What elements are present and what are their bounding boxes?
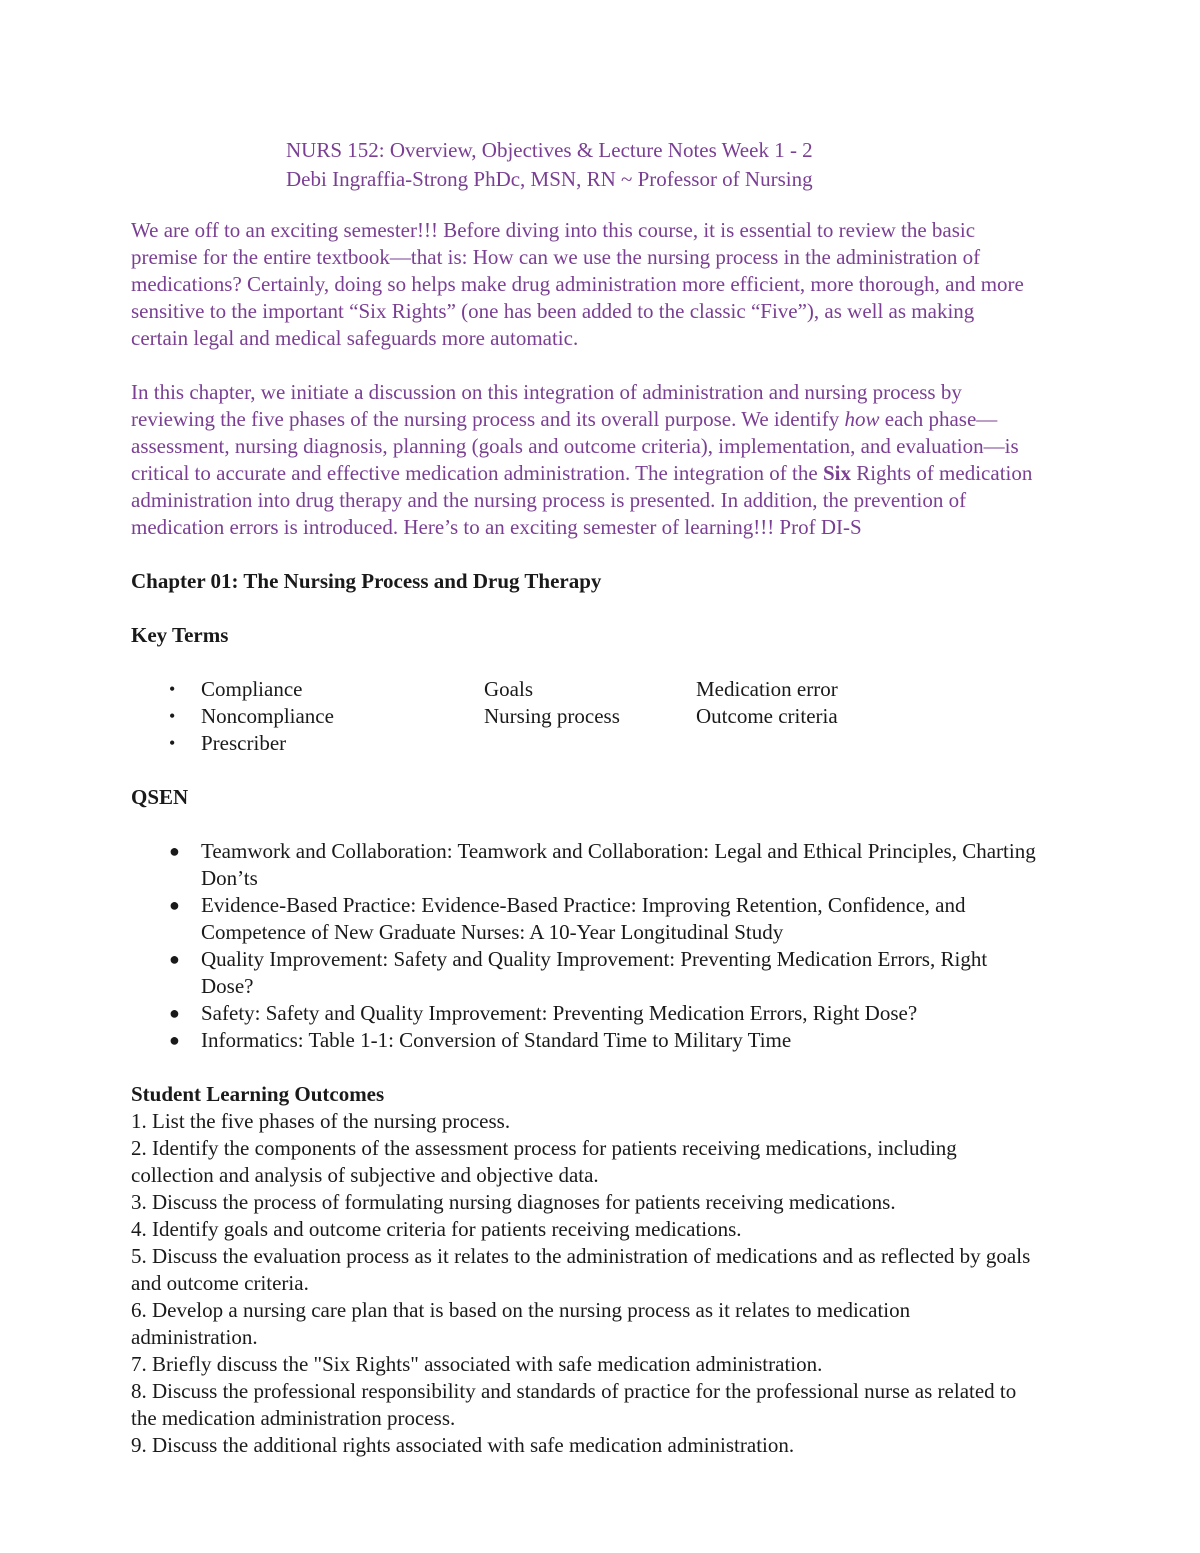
list-item: 3. Discuss the process of formulating nursing diagnoses for patients receiving medications.	[131, 1190, 896, 1214]
qsen-item-text: Quality Improvement: Safety and Quality Improvement: Preventing Medication Errors, Right Dose?	[201, 947, 988, 998]
key-terms-row	[131, 676, 1036, 703]
qsen-item-text: Teamwork and Collaboration: Teamwork and Collaboration: Legal and Ethical Principles, Charting Don’ts	[201, 839, 1036, 890]
bullet-icon: ●	[169, 1030, 180, 1050]
chapter-title: Chapter 01: The Nursing Process and Drug Therapy	[131, 569, 602, 593]
list-item: 6. Develop a nursing care plan that is based on the nursing process as it relates to medication administration.	[131, 1298, 911, 1349]
intro-paragraph-2	[131, 379, 1036, 541]
key-terms-row	[131, 730, 1036, 757]
list-item: 7. Briefly discuss the "Six Rights" associated with safe medication administration.	[131, 1352, 823, 1376]
intro-emphasis: how	[844, 407, 880, 431]
bullet-icon: •	[169, 706, 176, 726]
bullet-icon: ●	[169, 1003, 180, 1023]
qsen-item-text: Informatics: Table 1-1: Conversion of Standard Time to Military Time	[201, 1028, 792, 1052]
qsen-item-text: Safety: Safety and Quality Improvement: Preventing Medication Errors, Right Dose?	[201, 1001, 918, 1025]
list-item: 1. List the five phases of the nursing process.	[131, 1109, 511, 1133]
intro-text: Rights of medication administration into drug therapy and the nursing process is presented. In addition, the prevention of medication errors is introduced. Here’s to an exciting semester of learning!!! Prof DI-S	[131, 461, 1033, 539]
intro-bold: Six	[822, 461, 851, 485]
intro-text: each phase—assessment, nursing diagnosis, planning (goals and outcome criteria), implementation, and evaluation—is critical to accurate and effective medication administration. The integration of the	[131, 407, 1019, 485]
list-item: 5. Discuss the evaluation process as it relates to the administration of medications and as reflected by goals and outcome criteria.	[131, 1244, 1031, 1295]
professor-line: Debi Ingraffia-Strong PhDc, MSN, RN ~ Professor of Nursing	[286, 167, 813, 191]
course-title: NURS 152: Overview, Objectives & Lecture Notes Week 1 - 2	[286, 138, 813, 162]
document-header	[131, 136, 1036, 194]
list-item: 8. Discuss the professional responsibility and standards of practice for the professional nurse as related to the medication administration process.	[131, 1379, 1017, 1430]
bullet-icon: •	[169, 733, 176, 753]
intro-text: In this chapter, we initiate a discussion on this integration of administration and nursing process by reviewing the five phases of the nursing process and its overall purpose. We identify	[131, 380, 962, 431]
key-term: Outcome criteria	[696, 704, 838, 728]
list-item	[131, 838, 1036, 892]
key-term: Goals	[484, 677, 533, 701]
bullet-icon: ●	[169, 949, 180, 969]
list-item: 2. Identify the components of the assessment process for patients receiving medications, including collection and analysis of subjective and objective data.	[131, 1136, 957, 1187]
key-term: Nursing process	[484, 704, 620, 728]
outcomes-heading: Student Learning Outcomes	[131, 1082, 385, 1106]
key-terms-row	[131, 703, 1036, 730]
list-item	[131, 1000, 1036, 1027]
intro-paragraph-1: We are off to an exciting semester!!! Before diving into this course, it is essential to review the basic premise for the entire textbook—that is: How can we use the nursing process in the administration of medications? Certainly, doing so helps make drug administration more efficient, more thorough, and more sensitive to the important “Six Rights” (one has been added to the classic “Five”), as well as making certain legal and medical safeguards more automatic.	[131, 218, 1024, 350]
key-term: Prescriber	[201, 731, 287, 755]
key-terms-heading: Key Terms	[131, 623, 229, 647]
list-item: 4. Identify goals and outcome criteria for patients receiving medications.	[131, 1217, 742, 1241]
qsen-list	[131, 838, 1036, 1054]
list-item	[131, 946, 1036, 1000]
qsen-item-text: Evidence-Based Practice: Evidence-Based Practice: Improving Retention, Confidence, and Competence of New Graduate Nurses: A 10-Year Longitudinal Study	[201, 893, 966, 944]
bullet-icon: ●	[169, 895, 180, 915]
document-body	[131, 136, 1036, 1459]
list-item	[131, 892, 1036, 946]
bullet-icon: •	[169, 679, 176, 699]
intro-section	[131, 217, 1036, 541]
list-item: 9. Discuss the additional rights associated with safe medication administration.	[131, 1433, 795, 1457]
key-terms-list	[131, 676, 1036, 757]
list-item	[131, 1027, 1036, 1054]
qsen-heading: QSEN	[131, 785, 189, 809]
outcomes-list	[131, 1108, 1036, 1459]
key-term: Medication error	[696, 677, 838, 701]
key-term: Noncompliance	[201, 704, 334, 728]
key-term: Compliance	[201, 677, 303, 701]
bullet-icon: ●	[169, 841, 180, 861]
